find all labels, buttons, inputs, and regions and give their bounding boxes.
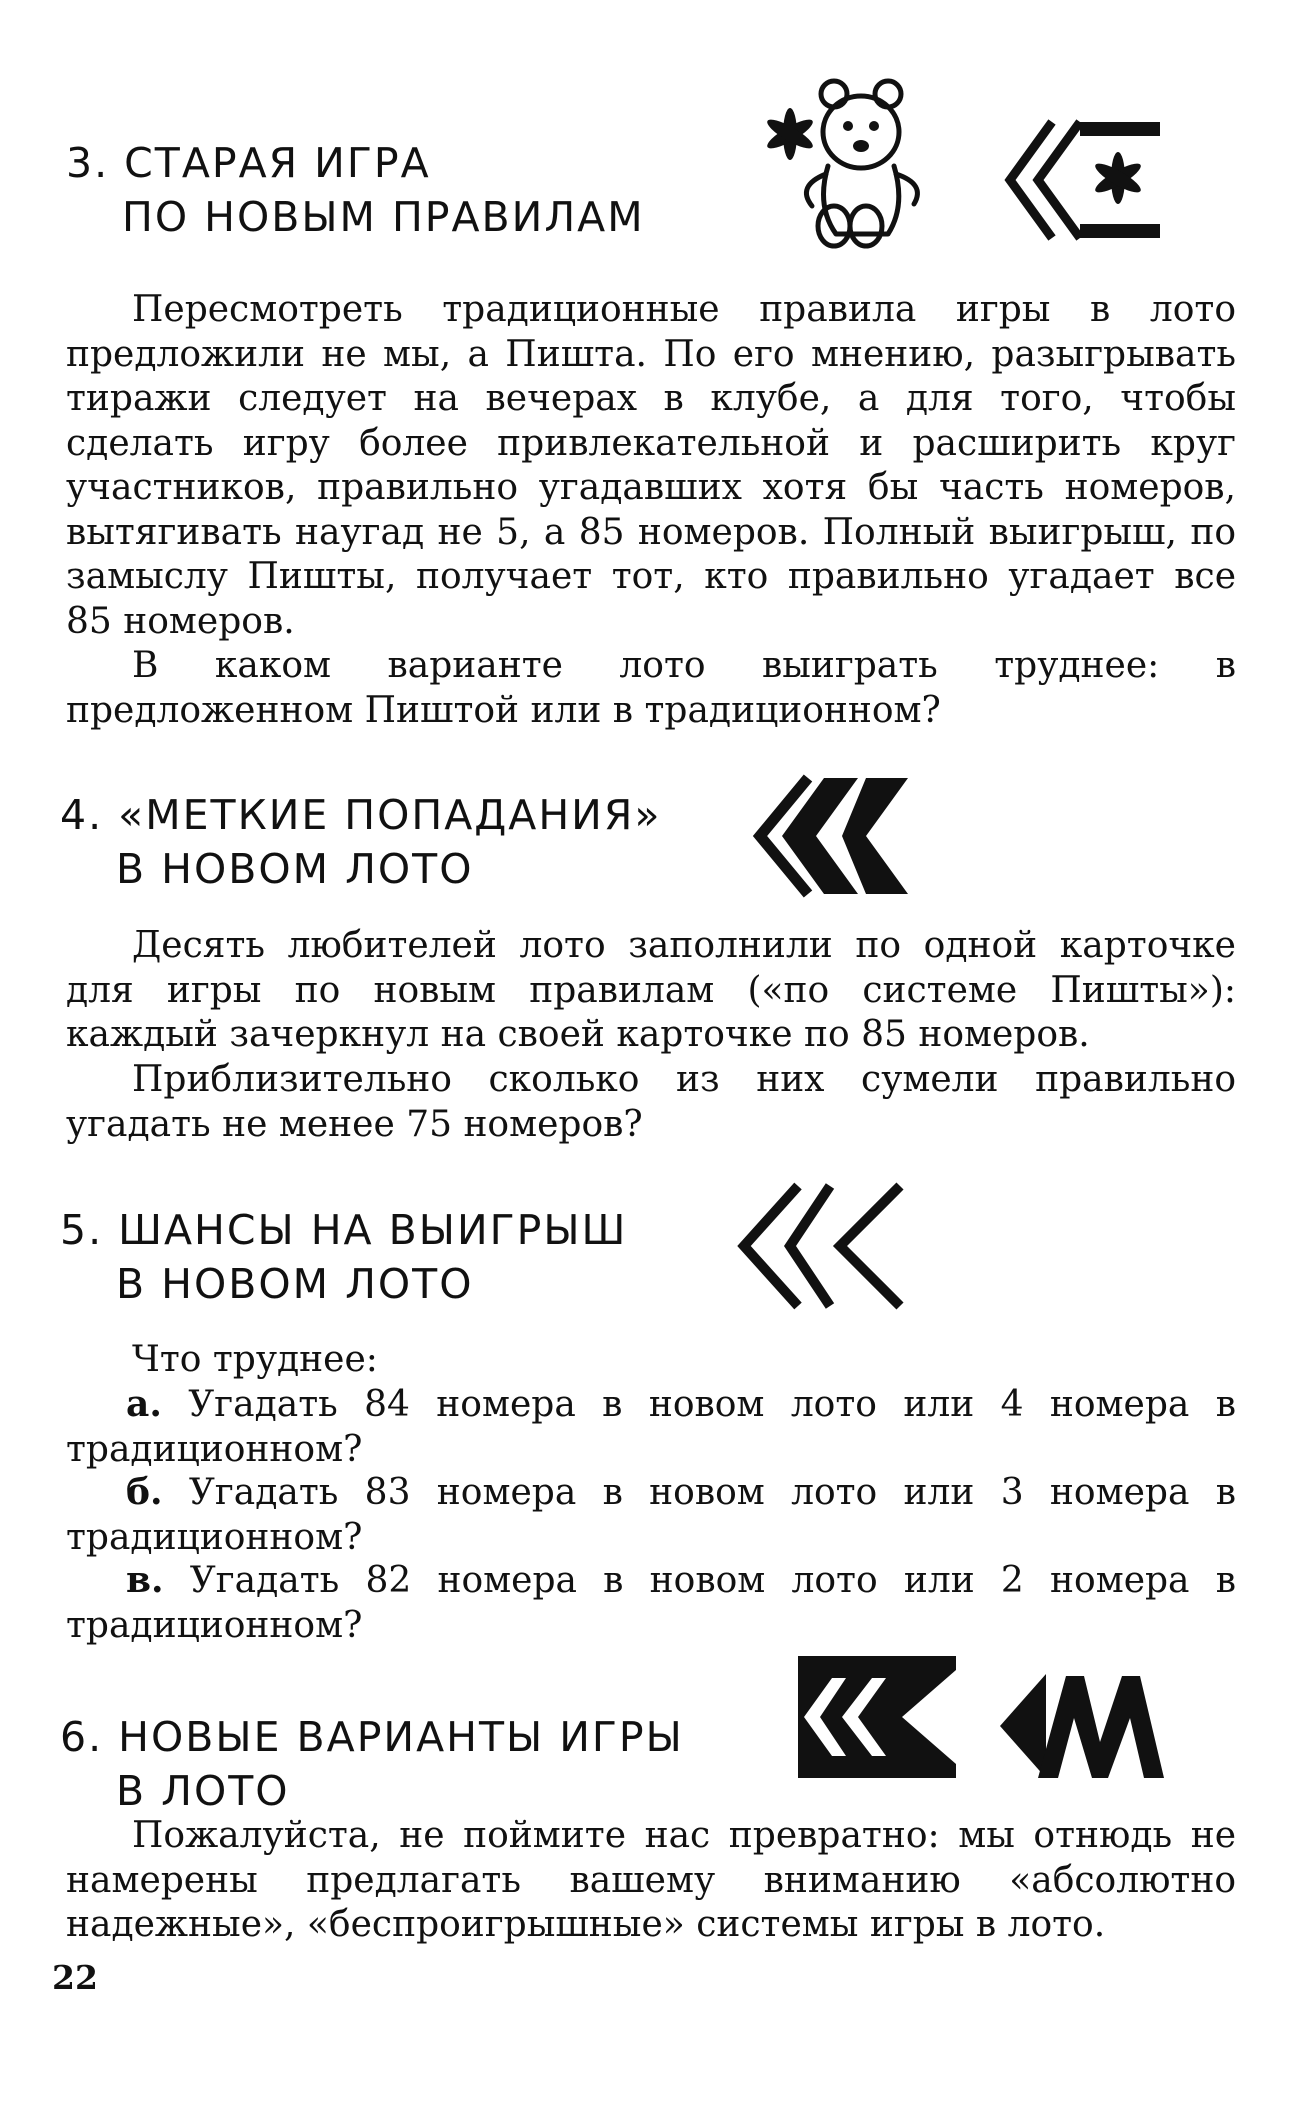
section-title-line: В ЛОТО [116, 1767, 290, 1815]
list-item [66, 1470, 1236, 1560]
section-3-title [66, 136, 645, 244]
section-number: 5. [60, 1206, 104, 1254]
item-text: Угадать 84 номера в новом лото или 4 номера в традиционном? [66, 1384, 1236, 1470]
chevron-k-icon [746, 770, 916, 900]
list-item [66, 1558, 1236, 1648]
list-item [66, 1382, 1236, 1472]
teddy-bear-icon [756, 74, 956, 250]
chevron-k-icon [730, 1178, 910, 1314]
section-title-line: «МЕТКИЕ ПОПАДАНИЯ» [118, 791, 662, 839]
intro-line: Что труднее: [132, 1339, 378, 1380]
paragraph: Пожалуйста, не поймите нас превратно: мы отнюдь не намерены предлагать вашему вниманию «абсолютно надежные», «беспроигрышные» системы игры в лото. [66, 1815, 1236, 1945]
asterisk-icon [764, 108, 816, 160]
page-number: 22 [52, 1958, 98, 1997]
item-text: Угадать 82 номера в новом лото или 2 номера в традиционном? [66, 1560, 1236, 1646]
section-title-line: В НОВОМ ЛОТО [116, 1260, 474, 1308]
section-number: 3. [66, 139, 110, 187]
section-number: 4. [60, 791, 104, 839]
paragraph: В каком варианте лото выиграть труднее: в предложенном Пиштой или в традиционном? [66, 645, 1236, 731]
item-letter: в. [126, 1559, 164, 1601]
section-5-title [60, 1203, 627, 1311]
asterisk-icon [1092, 152, 1144, 204]
item-letter: а. [126, 1383, 162, 1425]
section-title-line: ШАНСЫ НА ВЫИГРЫШ [118, 1206, 628, 1254]
paragraph: Пересмотреть традиционные правила игры в лото предложили не мы, а Пишта. По его мнению, разыгрывать тиражи следует на вечерах в клубе, а для того, чтобы сделать игру более привлекательной и расширить круг участников, правильно угадавших хотя бы часть номеров, вытягивать наугад не 5, а 85 номеров. Полный выигрыш, по замыслу Пишты, получает тот, кто правильно угадает все 85 номеров. [66, 289, 1236, 642]
paragraph: Десять любителей лото заполнили по одной карточке для игры по новым правилам («по системе Пишты»): каждый зачеркнул на своей карточке по 85 номеров. [66, 925, 1236, 1055]
item-letter: б. [126, 1471, 163, 1513]
section-title-line: НОВЫЕ ВАРИАНТЫ ИГРЫ [118, 1713, 684, 1761]
section-title-line: ПО НОВЫМ ПРАВИЛАМ [122, 193, 645, 241]
chevron-k-icon [1000, 112, 1170, 246]
m-solid-icon [996, 1662, 1168, 1790]
section-title-line: В НОВОМ ЛОТО [116, 845, 474, 893]
section-number: 6. [60, 1713, 104, 1761]
paragraph: Приблизительно сколько из них сумели правильно угадать не менее 75 номеров? [66, 1059, 1236, 1145]
section-6-title [60, 1710, 684, 1818]
section-4-title [60, 788, 661, 896]
item-text: Угадать 83 номера в новом лото или 3 номера в традиционном? [66, 1472, 1236, 1558]
section-title-line: СТАРАЯ ИГРА [124, 139, 431, 187]
k-solid-icon [792, 1650, 962, 1784]
